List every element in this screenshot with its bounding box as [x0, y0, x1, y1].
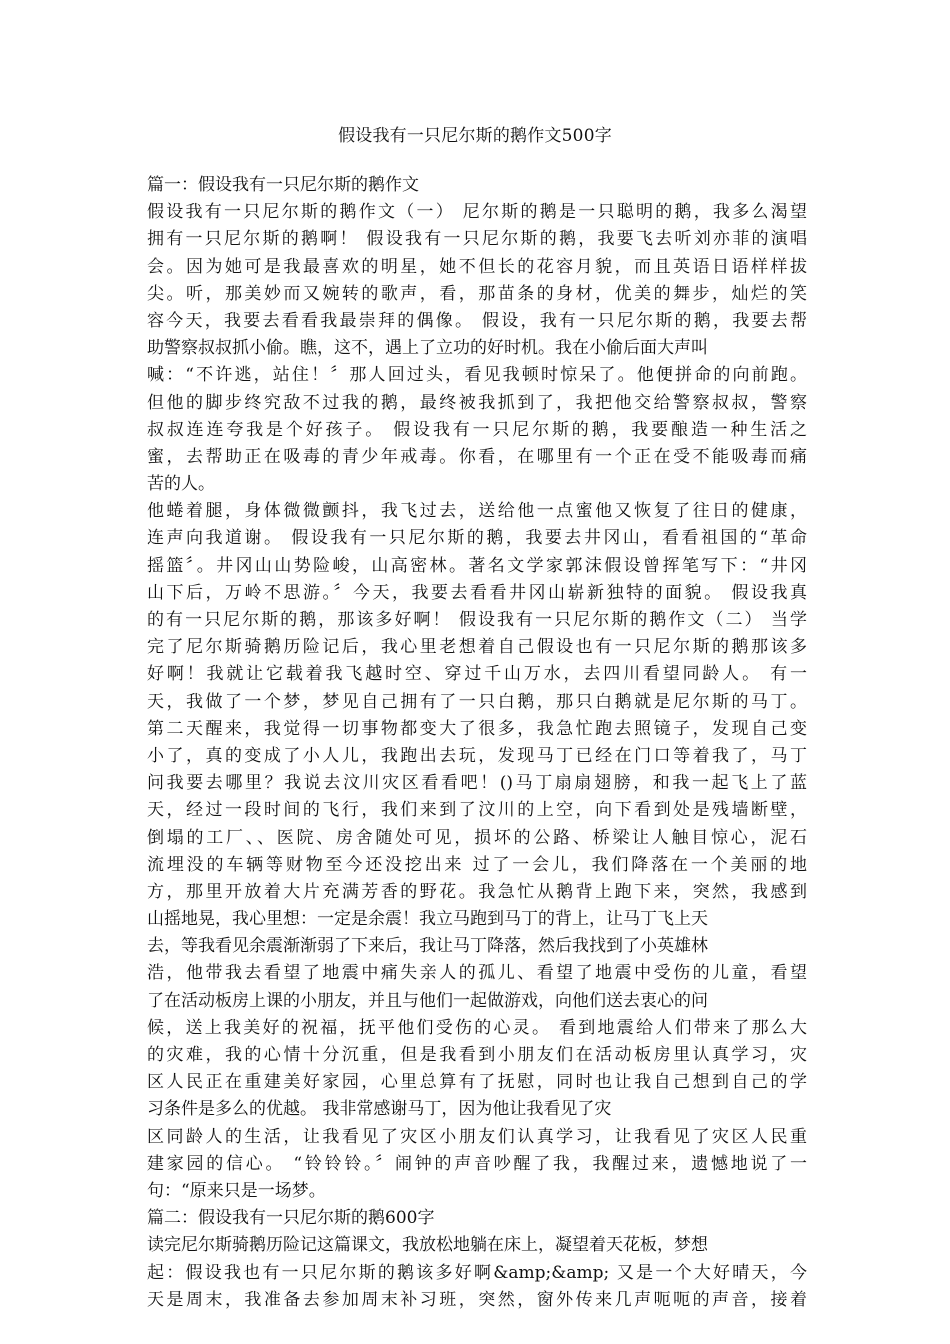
text-line: 小了，真的变成了小人儿，我跑出去玩，发现马丁已经在门口等着我了，马丁: [147, 745, 807, 766]
text-line: 尖。听，那美妙而又婉转的歌声，看，那苗条的身材，优美的舞步，灿烂的笑: [147, 283, 807, 304]
text-line: 流埋没的车辆等财物至今还没挖出来 过了一会儿，我们降落在一个美丽的地: [147, 854, 807, 875]
text-line: 容今天，我要去看看我最崇拜的偶像。 假设，我有一只尼尔斯的鹅，我要去帮: [147, 310, 807, 331]
text-line: 候，送上我美好的祝福，抚平他们受伤的心灵。 看到地震给人们带来了那么大: [147, 1017, 807, 1038]
text-line: 但他的脚步终究敌不过我的鹅，最终被我抓到了，我把他交给警察叔叔，警察: [147, 392, 807, 413]
text-line: 的灾难，我的心情十分沉重，但是我看到小朋友们在活动板房里认真学习，灾: [147, 1045, 807, 1065]
text-line: 摇篮〞。井冈山山势险峻，山高密林。著名文学家郭沫假设曾挥笔写下：“井冈: [147, 555, 807, 576]
text-line: 喊：“不许逃，站住！〞那人回过头，看见我顿时惊呆了。他便拼命的向前跑。: [147, 365, 807, 386]
text-line: 天，我做了一个梦，梦见自己拥有了一只白鹅，那只白鹅就是尼尔斯的马丁。: [147, 691, 807, 712]
text-line: 区同龄人的生活，让我看见了灾区小朋友们认真学习，让我看见了灾区人民重: [147, 1126, 807, 1147]
text-line: 的有一只尼尔斯的鹅，那该多好啊！ 假设我有一只尼尔斯的鹅作文（二） 当学: [147, 610, 807, 630]
text-line: 建家园的信心。 “铃铃铃。〞闹钟的声音吵醒了我，我醒过来，遗憾地说了一: [147, 1153, 807, 1174]
text-line: 倒塌的工厂、、医院、房舍随处可见，损坏的公路、桥梁让人触目惊心，泥石: [147, 827, 807, 848]
text-line: 山摇地晃，我心里想：一定是余震！我立马跑到马丁的背上，让马丁飞上天: [147, 909, 708, 930]
text-line: 他蜷着腿，身体微微颤抖，我飞过去，送给他一点蜜他又恢复了往日的健康，: [147, 501, 807, 522]
text-line: 篇一：假设我有一只尼尔斯的鹅作文: [147, 175, 419, 195]
text-line: 助警察叔叔抓小偷。瞧，这不，遇上了立功的好时机。我在小偷后面大声叫: [147, 338, 708, 359]
text-line: 第二天醒来，我觉得一切事物都变大了很多，我急忙跑去照镜子，发现自己变: [147, 718, 807, 739]
page-title: 假设我有一只尼尔斯的鹅作文500字: [338, 126, 612, 146]
text-line: 方，那里开放着大片充满芳香的野花。我急忙从鹅背上跑下来，突然，我感到: [147, 881, 807, 902]
text-line: 天，经过一段时间的飞行，我们来到了汶川的上空，向下看到处是残墙断壁，: [147, 800, 807, 821]
text-line: 起：假设我也有一只尼尔斯的鹅该多好啊&amp;&amp; 又是一个大好晴天，今: [147, 1262, 807, 1283]
text-line: 山下后，万岭不思游。〞今天，我要去看看井冈山崭新独特的面貌。 假设我真: [147, 582, 807, 603]
text-line: 浩，他带我去看望了地震中痛失亲人的孤儿、看望了地震中受伤的儿童，看望: [147, 963, 807, 984]
text-line: 完了尼尔斯骑鹅历险记后，我心里老想着自己假设也有一只尼尔斯的鹅那该多: [147, 637, 807, 658]
text-line: 区人民正在重建美好家园，心里总算有了抚慰，同时也让我自己想到自己的学: [147, 1072, 807, 1093]
text-line: 问我要去哪里？我说去汶川灾区看看吧！()马丁扇扇翅膀，和我一起飞上了蓝: [147, 773, 807, 794]
text-line: 连声向我道谢。 假设我有一只尼尔斯的鹅，我要去井冈山，看看祖国的“革命: [147, 528, 807, 549]
text-line: 好啊！我就让它载着我飞越时空、穿过千山万水，去四川看望同龄人。 有一: [147, 664, 807, 685]
text-line: 去，等我看见余震渐渐弱了下来后，我让马丁降落，然后我找到了小英雄林: [147, 936, 708, 957]
text-line: 读完尼尔斯骑鹅历险记这篇课文，我放松地躺在床上，凝望着天花板，梦想: [147, 1235, 708, 1256]
text-line: 句：“原来只是一场梦。: [147, 1180, 326, 1201]
text-line: 叔叔连连夸我是个好孩子。 假设我有一只尼尔斯的鹅，我要酿造一种生活之: [147, 419, 807, 440]
text-line: 习条件是多么的优越。 我非常感谢马丁，因为他让我看见了灾: [147, 1099, 612, 1120]
text-line: 天是周末，我准备去参加周末补习班，突然，窗外传来几声呃呃的声音，接着: [147, 1289, 807, 1310]
text-line: 假设我有一只尼尔斯的鹅作文（一） 尼尔斯的鹅是一只聪明的鹅，我多么渴望: [147, 202, 807, 223]
text-line: 拥有一只尼尔斯的鹅啊！ 假设我有一只尼尔斯的鹅，我要飞去听刘亦菲的演唱: [147, 229, 807, 250]
text-line: 了在活动板房上课的小朋友，并且与他们一起做游戏，向他们送去衷心的问: [147, 990, 708, 1011]
text-line: 蜜，去帮助正在吸毒的青少年戒毒。你看，在哪里有一个正在受不能吸毒而痛: [147, 446, 807, 467]
text-line: 篇二：假设我有一只尼尔斯的鹅600字: [147, 1208, 435, 1229]
document-body: [147, 172, 807, 1314]
text-line: 会。因为她可是我最喜欢的明星，她不但长的花容月貌，而且英语日语样样拔: [147, 256, 807, 277]
text-line: 苦的人。: [147, 474, 215, 495]
